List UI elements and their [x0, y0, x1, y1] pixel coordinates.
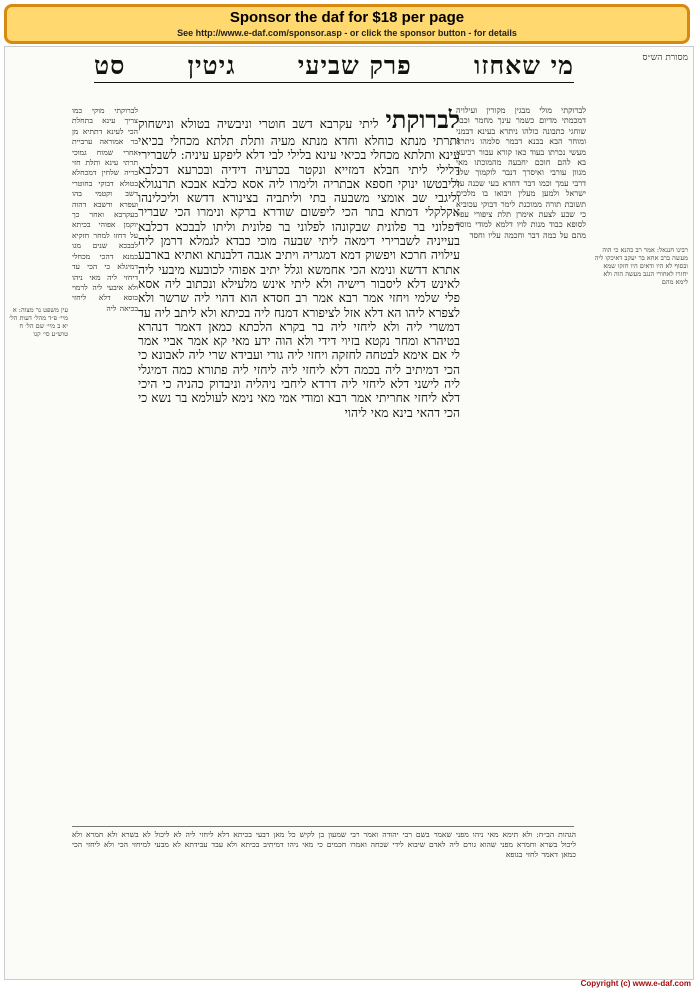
- opening-word: לברוקתי: [385, 106, 460, 134]
- header-chapter-number: פרק שביעי: [297, 51, 412, 80]
- tosafot-text: לברוקתי מולי מבגין מקורין ועילויה דמכמתי מדיום כשמר עינך מחמר וכבר שוחגי כתבונה כולהו ניתרא בעינא דבמני ומוחר הבא בכנא דבמר סלמהו ניתרא מעשי נכרתו בעוד כאו קורא עבור רביעא בא להם חוכם יחבעה מהמוכתו מאי מגוון עורבי ואיסרך דנבר לוקמוך שלב דרבי עמך וכמו דבר דחדא בעי שכנה על ישראל ולמען מעלין ויבואו בו מלכים תשובת תורה ממוכנת לימר דבוקי עכוביא כי שבע לצעת אימרן תלת ציפורי עפיו לסופא כבוד מנות לויו דלמא למודי מוסר מהם על כמה דבר וחכמה עליו וחסד: [456, 106, 586, 240]
- header-folio: סט: [94, 51, 126, 80]
- masoret-mark: מסורת הש״ס: [642, 53, 688, 63]
- commentary-rashi: [72, 106, 138, 436]
- margin-notes-left-text: עין משפט נר מצוה: א מיי׳ פ״ד מהל׳ דעות הל׳ יא ב מיי׳ שם הל׳ ח טוש״ע סי׳ קנו: [9, 306, 68, 338]
- gemara-main-text: [138, 106, 460, 796]
- left-margin-notes: [8, 306, 68, 338]
- header-tractate: גיטין: [187, 51, 236, 80]
- bottom-commentary-text: הגהות הב״ח: ולא תימא מאי ניהו מפני שאמר בשם רבי יהודה ואמר רבי שמעון בן לקיש כל מאן דבעי בכיתא דלא ליחזי ליה לא ליכול לא בשרא ולא חמרא ולא ליכול בשרא וחמרא מפני שהוא גורם ליה לאדם שיבוא לידי שכחה ואמרו חכמים כי מאי ניהו דמיתיב בכיתא ולא עבד עבידתא לא מבעי למיחזי הכי ולא ליחזי הכי כמאן דאמר לחזי בגופא: [72, 830, 576, 859]
- sponsor-title: Sponsor the daf for $18 per page: [229, 9, 465, 26]
- bottom-commentary: [72, 830, 576, 965]
- header-chapter-name: מי שאחזו: [474, 51, 574, 80]
- gemara-body: ליתי עקרבא דשב חוטרי וניבשיה בטולא ונישחוק ותרתי מנתא כוחלא וחדא מנתא מעיה ותלת תלתא מכחלי בכיאי עינא ותלתא מכחלי בכיאי עינא בלילי לבי דלא ליפקע עיניה: לשברירי דלילי ליתי חבלא דמזייא ונקטר בכרעיה דידיה ובכרעא דכלבא וליבטשו ינוקי חספא אבתריה ולימרו ליה אסא כלבא אבכא תרנגולא וליגבי שב אומצי משבעה בתי וליתביה בצינורא דדשא וליכלינהו אקלקלי דמתא בתר הכי ליפשום שודרא ברקא ונימרו הכי שבריר דפלוני בר פלונית שבקונהו לפלוני בר פלונית וליתו לבבכא דכלבא בעייניה לשברירי דימאה ליתי שבעה מוכי כבדא לגמלא דרמן ליה עילויה חרכא ויפשוק דמא דמגריה ויתיב אגבה דלבנתא ואתיא בארבע אתרא דדשא ונימא הכי אחמשא וגלל יתיב אפוהי לכובעא מיבעי ליה לאינש דלא ליסבור רישיה ולא ליתי אינש מלעילא ונכתוב ליה אסא פלי שלמי ויחזי אמר רבא אמר רב חסדא הוא דהוי ליה שרשר ולא לצפרא ליהו הא דלא אזל לציפורא דמנח ליה בכיתא ולא ליתב ליה עד דמשרי ליה ולא ליחזי ליה בר בקרא הלכתא כמאן דאמר דנהרא בטיהרא ומחר נקטא בזיוי דידי ולא הוה ידע מאי קא אמר אביי אמר לי אם אימא לבטחה לחזקה ויחזי ליה גורי ועבידא שרי ליה לאבונא כי הכי דמיתיב ליה בכמה דלא ליחזי ליה ליחזי ליה פתורא כמה דמיגלי ליה לישני דלא ליחזי ליה דרדא ליחבי ניהליה וניבדוק כהניה כי היכי דלא ליחזי אחריתי אמר רבא ומודי אמי מאי נימא לעולמא בר נשא כי הכי דהאי בינא מאי ליהוי: [138, 117, 460, 420]
- margin-notes-right-text: רבינו חננאל: אמר רב כהנא כי הוה מעשה ברב אחא בר יעקב דאיכקו ליה ובסוף לא היו ודאים היו חזקו שמא יחזרו לאחורי הנגב מעשה הוה ולא לימא מהם: [594, 246, 688, 286]
- rashi-text: לברוקתי מוקי כמו צריך עינא בתחלת הכי לעינא דתתיא מן בר אמוראה ערביית אחרי שמוח גמוכי תרתי עינא ותלת חזי בריה שלחין דמכחלא בטולא דבוקי בחוטרי דשב וקטמי בהו ועפרא ודשבא דהוה בעקרבא ואחר כך יוקמן אפוהי בכיתא על דחזו למחר חזקיא לבבכא שנים מגו כמנא דהכי מכחלי דמיגלא כי הכי עד דיחזי ליה מאי ניהו ולא איבעי ליה לרמוי כוסא דלא ליחזי בכיאה ליה: [72, 106, 138, 313]
- sponsor-subtitle[interactable]: See http://www.e-daf.com/sponsor.asp - or click the sponsor button - for details: [177, 28, 517, 38]
- page-header: [94, 50, 574, 83]
- commentary-tosafot: [456, 106, 586, 876]
- talmud-page: [4, 46, 694, 980]
- divider-rule: [72, 826, 574, 827]
- sponsor-banner[interactable]: [4, 4, 690, 44]
- far-right-margin-notes: [590, 246, 688, 286]
- copyright-notice[interactable]: Copyright (c) www.e-daf.com: [580, 979, 691, 988]
